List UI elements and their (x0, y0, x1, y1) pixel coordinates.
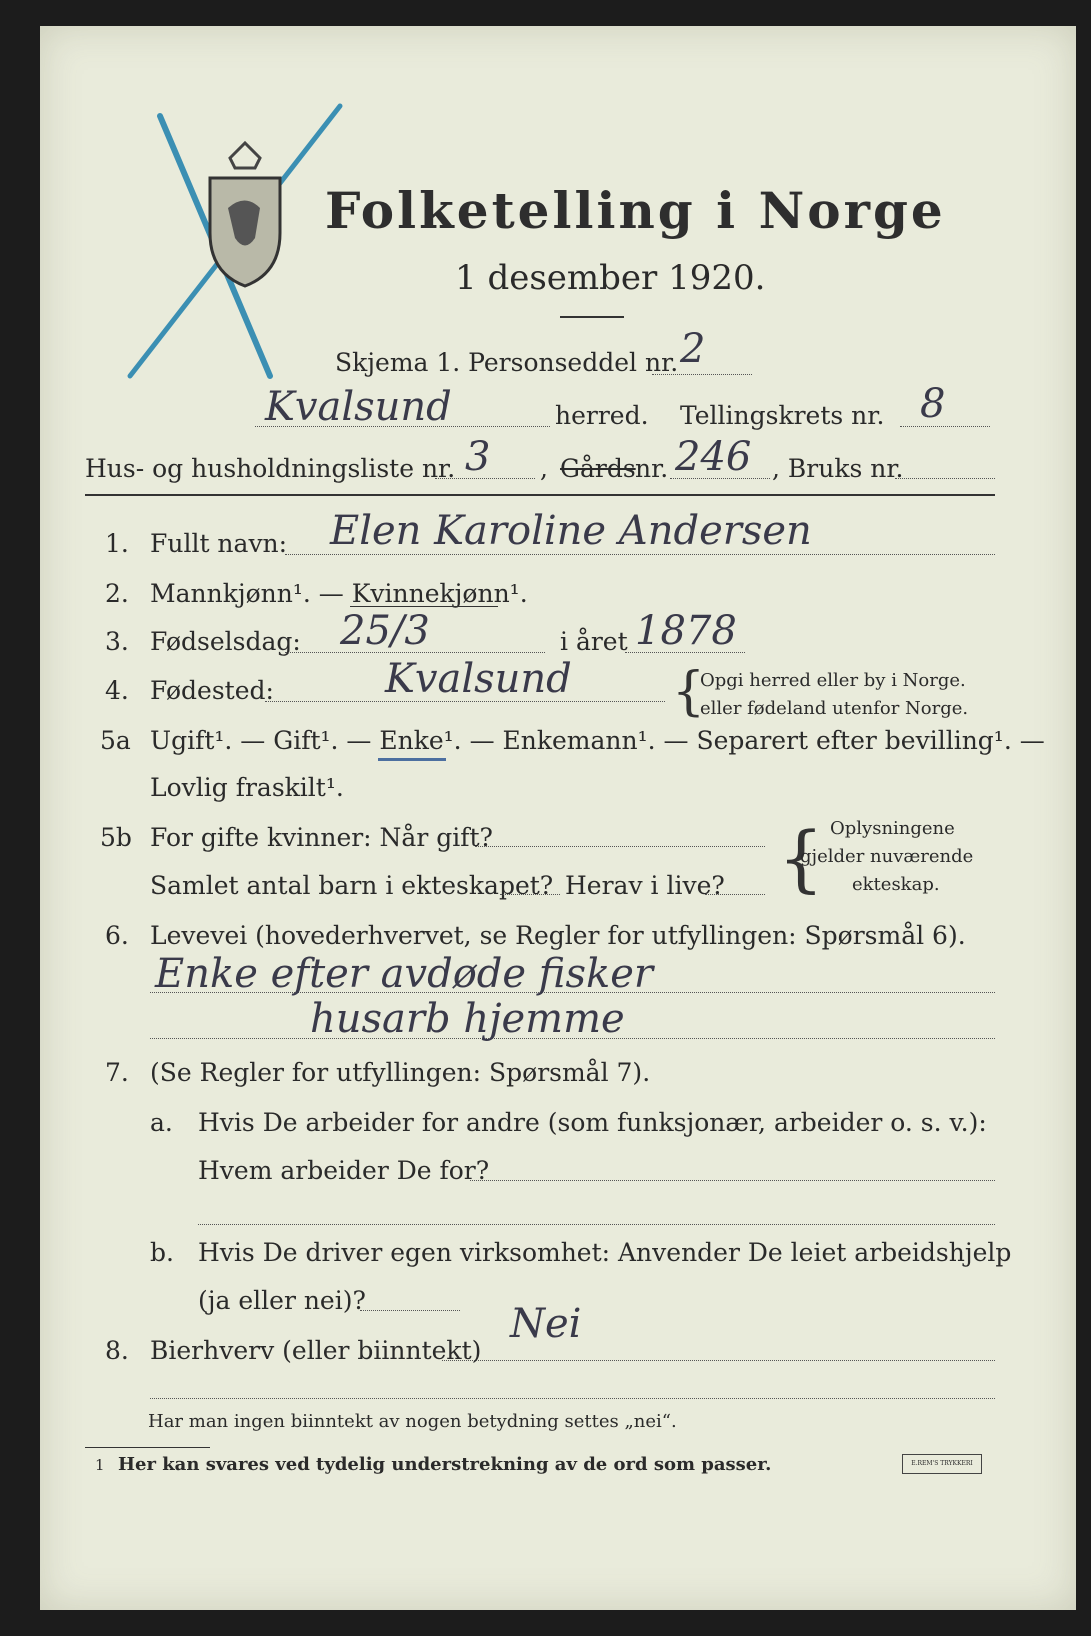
q5b-alive-label: Herav i live? (565, 871, 725, 900)
gards-nr-label: nr. (635, 454, 669, 483)
personseddel-value: 2 (680, 326, 706, 372)
q3-year-label: i året (560, 627, 628, 656)
q4-number: 4. (105, 676, 129, 705)
q3-number: 3. (105, 627, 129, 656)
schema-label: Skjema 1. Personseddel nr. (335, 348, 679, 377)
municipality-field[interactable] (255, 426, 550, 427)
q5a-number: 5a (100, 726, 131, 755)
header-divider (85, 494, 995, 496)
bruks-label: , Bruks nr. (772, 454, 904, 483)
employer-field-1[interactable] (470, 1180, 995, 1181)
herred-label: herred. (555, 401, 649, 430)
q4-note-line2: eller fødeland utenfor Norge. (700, 698, 969, 719)
q5b-note-line3: ekteskap. (852, 874, 940, 895)
occupation-value-2: husarb hjemme (310, 996, 625, 1042)
side-income-value: Nei (510, 1301, 582, 1347)
birthyear-value: 1878 (635, 608, 737, 654)
q4-bracket: { (672, 662, 706, 722)
bruks-field[interactable] (895, 478, 995, 479)
q8-label: Bierhverv (eller biinntekt) (150, 1336, 482, 1365)
q2-number: 2. (105, 579, 129, 608)
q5b-children-label: Samlet antal barn i ekteskapet? (150, 871, 554, 900)
children-total-field[interactable] (500, 894, 560, 895)
q6-number: 6. (105, 921, 129, 950)
q4-label: Fødested: (150, 676, 274, 705)
printer-stamp: E.REM'S TRYKKERI (902, 1454, 982, 1474)
q8-number: 8. (105, 1336, 129, 1365)
marriage-date-field[interactable] (475, 846, 765, 847)
side-income-field[interactable] (442, 1360, 995, 1361)
full-name-value: Elen Karoline Andersen (330, 508, 812, 554)
q7b-label: Hvis De driver egen virksomhet: Anvender De leiet arbeidshjelp (198, 1238, 1012, 1267)
birthdate-value: 25/3 (340, 608, 430, 654)
tellingskrets-value: 8 (920, 381, 946, 427)
q7-number: 7. (105, 1058, 129, 1087)
tellingskrets-label: Tellingskrets nr. (680, 401, 885, 430)
q5b-note-line2: gjelder nuværende (800, 846, 974, 867)
form-title: Folketelling i Norge (325, 181, 946, 240)
gards-label: Gårds (560, 454, 636, 483)
full-name-field[interactable] (285, 554, 995, 555)
q5b-bracket: { (778, 816, 824, 900)
coat-of-arms-icon (200, 138, 290, 288)
q7a-letter: a. (150, 1108, 173, 1137)
q6-label: Levevei (hovederhvervet, se Regler for utfyllingen: Spørsmål 6). (150, 921, 966, 950)
side-income-field-2[interactable] (150, 1398, 995, 1399)
q1-number: 1. (105, 529, 129, 558)
municipality-value: Kvalsund (265, 384, 452, 430)
children-alive-field[interactable] (705, 894, 765, 895)
q5b-note-line1: Oplysningene (830, 818, 955, 839)
q3-label: Fødselsdag: (150, 627, 301, 656)
q7a-employer-label: Hvem arbeider De for? (198, 1156, 490, 1185)
enke-underline (378, 758, 446, 761)
comma-separator: , (540, 454, 548, 483)
title-divider (560, 316, 624, 318)
footnote-text: Her kan svares ved tydelig understrekning av de ord som passer. (118, 1454, 772, 1475)
q5a-label-cont: Lovlig fraskilt¹. (150, 773, 344, 802)
gards-value: 246 (675, 434, 752, 480)
census-form (40, 26, 1076, 1610)
q7a-label: Hvis De arbeider for andre (som funksjonær, arbeider o. s. v.): (198, 1108, 987, 1137)
q2-label: Mannkjønn¹. — Kvinnekjønn¹. (150, 579, 528, 608)
personseddel-field[interactable] (652, 374, 752, 375)
husliste-value: 3 (465, 434, 491, 480)
husliste-label: Hus- og husholdningsliste nr. (85, 454, 456, 483)
q7b-yes-no-label: (ja eller nei)? (198, 1286, 366, 1315)
employer-field-2[interactable] (198, 1224, 995, 1225)
occupation-value-1: Enke efter avdøde fisker (155, 951, 654, 997)
q5b-number: 5b (100, 823, 132, 852)
q5b-label: For gifte kvinner: Når gift? (150, 823, 493, 852)
footnote-number: 1 (95, 1456, 105, 1474)
footer-note: Har man ingen biinntekt av nogen betydning settes „nei“. (148, 1411, 677, 1432)
q1-label: Fullt navn: (150, 529, 288, 558)
footnote-divider (85, 1447, 210, 1448)
q7b-letter: b. (150, 1238, 174, 1267)
q4-note-line1: Opgi herred eller by i Norge. (700, 670, 966, 691)
q7-label: (Se Regler for utfyllingen: Spørsmål 7). (150, 1058, 651, 1087)
kvinnekjonn-underline (350, 606, 498, 607)
birthplace-value: Kvalsund (385, 656, 572, 702)
hired-help-field[interactable] (360, 1310, 460, 1311)
census-date: 1 desember 1920. (455, 258, 766, 298)
q5a-label: Ugift¹. — Gift¹. — Enke¹. — Enkemann¹. — Separert efter bevilling¹. — (150, 726, 1045, 755)
